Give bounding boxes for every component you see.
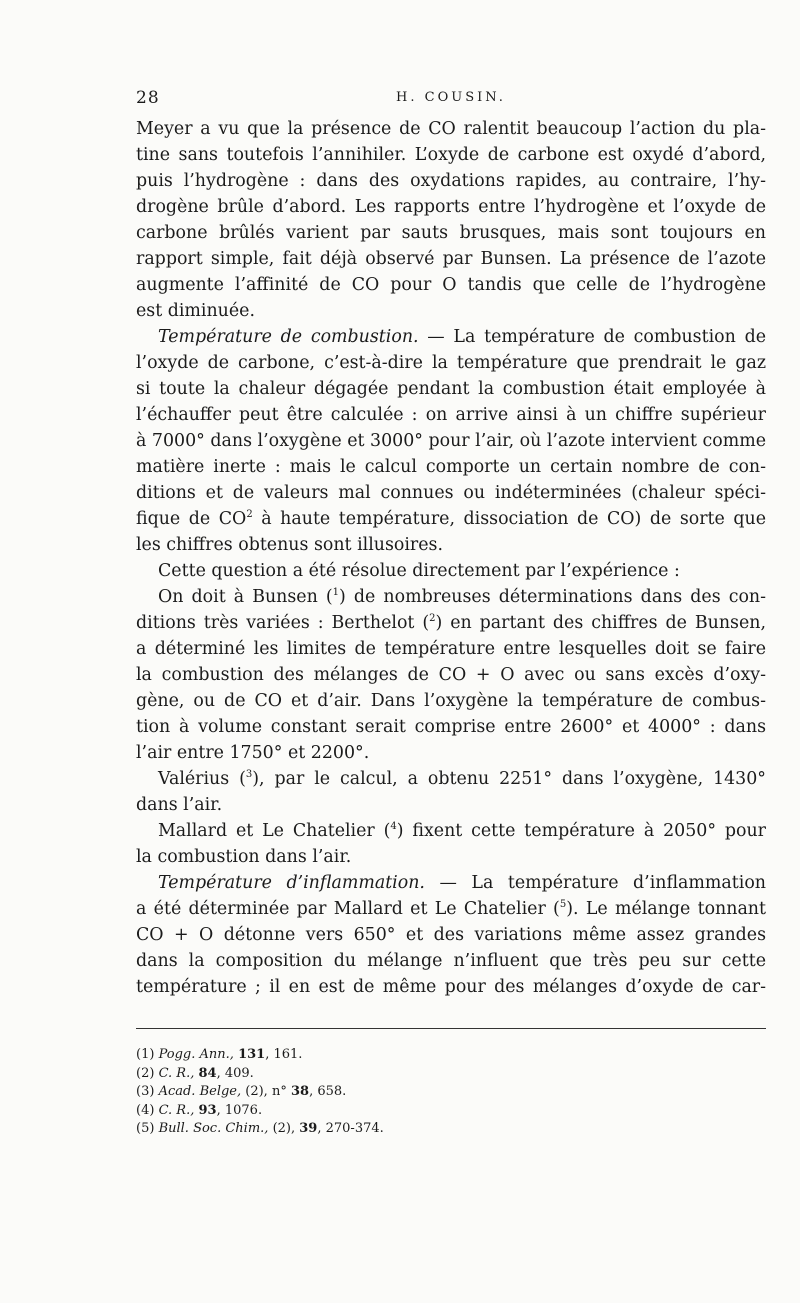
running-title: H. COUSIN. bbox=[396, 90, 506, 105]
text-line: carbone brûlés varient par sauts brusques, mais sont toujours en bbox=[136, 223, 766, 243]
text-line: augmente l’affinité de CO pour O tandis que celle de l’hydrogène bbox=[136, 275, 766, 295]
text-line: tine sans toutefois l’annihiler. L’oxyde de carbone est oxydé d’abord, bbox=[136, 145, 766, 165]
text-line: est diminuée. bbox=[136, 301, 255, 321]
text-line: à 7000° dans l’oxygène et 3000° pour l’air, où l’azote intervient comme bbox=[136, 431, 766, 451]
text-line: On doit à Bunsen ($^1$) de nombreuses déterminations dans des con- bbox=[158, 587, 766, 607]
footnote: (1) Pogg. Ann., 131, 161. bbox=[136, 1047, 303, 1062]
page-number: 28 bbox=[136, 88, 160, 108]
text-line: la combustion des mélanges de CO + O avec ou sans excès d’oxy- bbox=[136, 665, 766, 685]
footnotes bbox=[136, 1046, 766, 1139]
footnote-ref[interactable]: 1 bbox=[332, 587, 340, 599]
text-line: matière inerte : mais le calcul comporte un certain nombre de con- bbox=[136, 457, 766, 477]
footnote-ref[interactable]: 4 bbox=[390, 821, 397, 833]
section-heading-inflammation: Température d’inflammation. bbox=[158, 873, 425, 893]
text-line: température ; il en est de même pour des mélanges d’oxyde de car- bbox=[136, 977, 766, 997]
text-line: CO + O détonne vers 650° et des variations même assez grandes bbox=[136, 925, 766, 945]
section-heading-line: Température de combustion. — La température de combustion de bbox=[158, 327, 766, 347]
text-line: gène, ou de CO et d’air. Dans l’oxygène la température de combus- bbox=[136, 691, 766, 711]
text-line: les chiffres obtenus sont illusoires. bbox=[136, 535, 443, 555]
text-line: ditions très variées : Berthelot ($^2$) en partant des chiffres de Bunsen, bbox=[136, 613, 767, 633]
text-line: puis l’hydrogène : dans des oxydations rapides, au contraire, l’hy- bbox=[136, 171, 766, 191]
text-line: Cette question a été résolue directement par l’expérience : bbox=[158, 561, 680, 581]
text-line: fique de $CO^2$ à haute température, dissociation de CO) de sorte que bbox=[136, 509, 766, 529]
footnote-divider bbox=[136, 1028, 766, 1029]
text-line: ditions et de valeurs mal connues ou indéterminées (chaleur spéci- bbox=[136, 483, 766, 503]
footnote: (4) C. R., 93, 1076. bbox=[136, 1102, 263, 1118]
text-line: drogène brûle d’abord. Les rapports entre l’hydrogène et l’oxyde de bbox=[136, 197, 766, 217]
superscript: 2 bbox=[246, 509, 253, 521]
text-line: dans la composition du mélange n’influent que très peu sur cette bbox=[136, 951, 766, 971]
text-line: l’oxyde de carbone, c’est-à-dire la température que prendrait le gaz bbox=[136, 353, 766, 373]
section-heading-line: Température d’inflammation. — La température d’inflammation bbox=[158, 873, 766, 893]
footnote: (3) Acad. Belge, (2), n° 38, 658. bbox=[136, 1084, 347, 1099]
text-line: Mallard et Le Chatelier ($^4$) fixent cette température à 2050° pour bbox=[158, 821, 766, 841]
body-text bbox=[136, 116, 766, 1000]
footnote-ref[interactable]: 2 bbox=[429, 613, 436, 625]
text-line: Valérius ($^3$), par le calcul, a obtenu 2251° dans l’oxygène, 1430° bbox=[158, 769, 766, 789]
footnote-ref[interactable]: 3 bbox=[245, 769, 253, 781]
text-line: si toute la chaleur dégagée pendant la combustion était employée à bbox=[136, 379, 766, 399]
footnote-ref[interactable]: 5 bbox=[559, 899, 567, 911]
text-line: la combustion dans l’air. bbox=[136, 847, 352, 867]
text-line: l’air entre 1750° et 2200°. bbox=[136, 743, 370, 763]
text-line: rapport simple, fait déjà observé par Bunsen. La présence de l’azote bbox=[136, 249, 766, 269]
text-line: dans l’air. bbox=[136, 795, 223, 815]
footnote: (2) C. R., 84, 409. bbox=[136, 1065, 254, 1081]
page-header bbox=[136, 88, 766, 116]
text-line: a été déterminée par Mallard et Le Chatelier ($^5$). Le mélange tonnant bbox=[136, 899, 766, 919]
section-heading-combustion: Température de combustion. bbox=[158, 327, 419, 347]
text-line: l’échauffer peut être calculée : on arrive ainsi à un chiffre supérieur bbox=[136, 405, 766, 425]
text-line: tion à volume constant serait comprise entre 2600° et 4000° : dans bbox=[136, 717, 766, 737]
text-line: a déterminé les limites de température entre lesquelles doit se faire bbox=[136, 639, 766, 659]
text-line: Meyer a vu que la présence de CO ralentit beaucoup l’action du pla- bbox=[136, 119, 766, 139]
footnote: (5) Bull. Soc. Chim., (2), 39, 270-374. bbox=[136, 1121, 384, 1136]
